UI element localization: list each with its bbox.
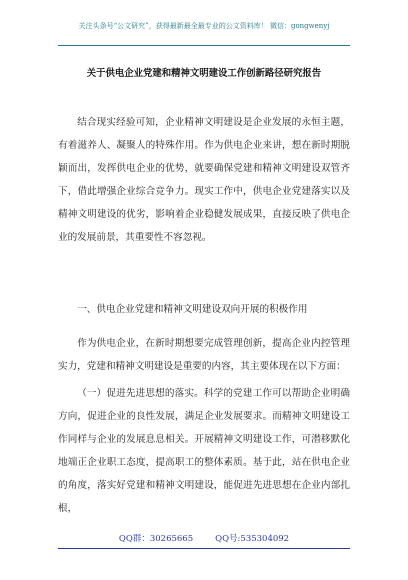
- footer-qq: QQ号:535304092: [215, 534, 290, 544]
- paragraph-text: 结合现实经验可知，企业精神文明建设是企业发展的永恒主题，有着滋养人、凝聚人的特殊作用。作为供电企业来讲，想在新时期脱颖而出，发挥供电企业的优势，就要确保党建和精神文明建设双管齐下，借此增强企业综合竞争力。现实工作中，供电企业党建落实以及精神文明建设的优劣，影响着企业稳健发展成果，直接反映了供电企业的发展前景，其重要性不容忽视。: [58, 117, 350, 243]
- header-divider: [58, 45, 350, 46]
- paragraph-text: 作为供电企业，在新时期想要完成管理创新，提高企业内控管理实力，党建和精神文明建设是重要的内容，其主要体现在以下方面：: [58, 338, 350, 372]
- section-heading-text: 一、供电企业党建和精神文明建设双向开展的积极作用: [77, 304, 308, 315]
- document-title: 关于供电企业党建和精神文明建设工作创新路径研究报告: [86, 68, 322, 79]
- paragraph-section-intro: [58, 332, 350, 378]
- footer-qq-group: QQ群：30265665: [118, 534, 194, 544]
- header-banner: 关注头条号“公文研究”，获得最新最全最专业的公文资料库！ 微信：gongwenyj: [78, 22, 330, 30]
- paragraph-text: （一）促进先进思想的落实。科学的党建工作可以帮助企业明确方向，促进企业的良性发展，满足企业发展要求。而精神文明建设工作同样与企业的发展息息相关。开展精神文明建设工作，可潜移默化地端正企业职工态度，提高职工的整体素质。基于此，站在供电企业的角度，落实好党建和精神文明建设，能促进先进思想在企业内部扎根，: [58, 388, 350, 514]
- footer-underline: [58, 548, 350, 549]
- paragraph-intro: [58, 111, 350, 249]
- footer-contact: [0, 533, 408, 545]
- section-heading: [58, 298, 350, 321]
- paragraph-subsection-1: [58, 382, 350, 520]
